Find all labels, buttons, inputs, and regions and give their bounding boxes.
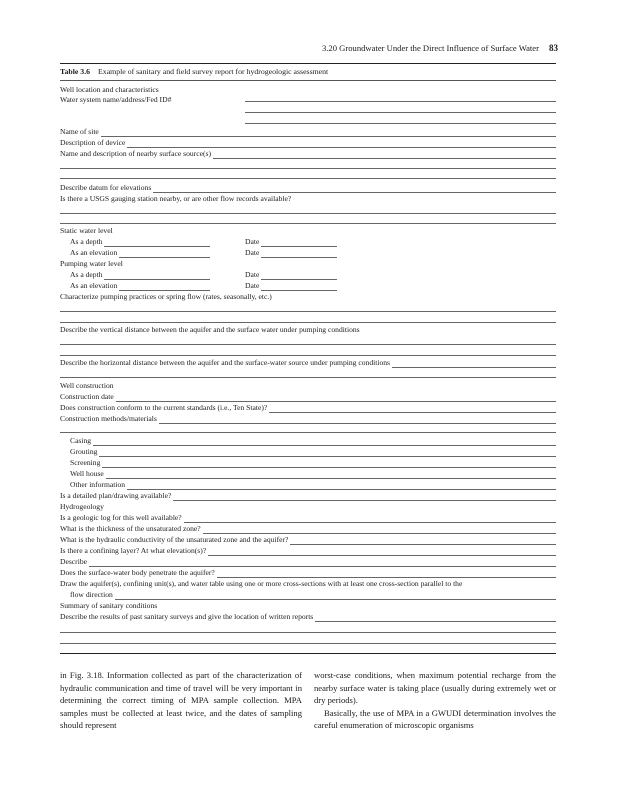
form-line[interactable] bbox=[70, 435, 556, 446]
form-label: As a depth bbox=[70, 237, 103, 246]
form-line[interactable] bbox=[60, 611, 556, 622]
blank-line[interactable] bbox=[60, 322, 556, 323]
form-label: Other information bbox=[70, 480, 126, 489]
form-label: Construction date bbox=[60, 392, 114, 401]
form-pair[interactable] bbox=[70, 247, 337, 258]
form-label: Is there a confining layer? At what elevation(s)? bbox=[60, 546, 207, 555]
form-line[interactable] bbox=[60, 523, 556, 534]
form-line[interactable] bbox=[60, 137, 556, 148]
form-label: Well location and characteristics bbox=[60, 85, 159, 94]
form-label: Name and description of nearby surface source(s) bbox=[60, 149, 211, 158]
form-line[interactable] bbox=[60, 512, 556, 523]
form-label: As an elevation bbox=[70, 281, 118, 290]
form-label: Pumping water level bbox=[60, 259, 123, 268]
blank-line[interactable] bbox=[60, 432, 556, 433]
blank-line[interactable] bbox=[60, 355, 556, 356]
form-label: Does the surface-water body penetrate the aquifer? bbox=[60, 568, 215, 577]
form-label: Static water level bbox=[60, 226, 113, 235]
form-label: Does construction conform to the current standards (i.e., Ten State)? bbox=[60, 403, 268, 412]
form-line[interactable] bbox=[60, 391, 556, 402]
form-line bbox=[60, 600, 556, 611]
form-label: Description of device bbox=[60, 138, 126, 147]
form-label: What is the thickness of the unsaturated zone? bbox=[60, 524, 201, 533]
form-label: Well house bbox=[70, 469, 104, 478]
blank-line[interactable] bbox=[60, 643, 556, 644]
table-caption bbox=[60, 67, 328, 76]
blank-line[interactable] bbox=[60, 168, 556, 169]
blank-line[interactable] bbox=[60, 632, 556, 633]
form-label: Hydrogeology bbox=[60, 502, 104, 511]
form-label: As an elevation bbox=[70, 248, 118, 257]
blank-line[interactable] bbox=[60, 377, 556, 378]
form-label: Summary of sanitary conditions bbox=[60, 601, 158, 610]
form-label: Draw the aquifer(s), confining unit(s), and water table using one or more cross-sections with at least one cross-section parallel to the bbox=[60, 579, 463, 588]
table-caption-text: Example of sanitary and field survey report for hydrogeologic assessment bbox=[98, 67, 329, 76]
blank-line[interactable] bbox=[245, 101, 556, 102]
body-paragraph: Basically, the use of MPA in a GWUDI determination involves the careful enumeration of microscopic organisms bbox=[314, 707, 556, 731]
form-line bbox=[60, 193, 556, 204]
form-pair[interactable] bbox=[70, 236, 337, 247]
form-line[interactable] bbox=[70, 589, 556, 600]
form-line bbox=[60, 258, 556, 269]
form-label: Describe the horizontal distance between the aquifer and the surface-water source under pumping conditions bbox=[60, 358, 390, 367]
form-label: Is a detailed plan/drawing available? bbox=[60, 491, 172, 500]
form-label: Grouting bbox=[70, 447, 98, 456]
form-line[interactable] bbox=[60, 182, 556, 193]
form-line bbox=[60, 578, 556, 589]
form-label: Describe the vertical distance between the aquifer and the surface water under pumping conditions bbox=[60, 325, 360, 334]
form-line[interactable] bbox=[60, 556, 556, 567]
form-line bbox=[60, 501, 556, 512]
form-line[interactable] bbox=[70, 457, 556, 468]
body-right-column bbox=[314, 669, 556, 732]
blank-line[interactable] bbox=[60, 223, 556, 224]
form-label: Characterize pumping practices or spring flow (rates, seasonally, etc.) bbox=[60, 292, 272, 301]
form-line bbox=[60, 324, 556, 335]
running-header bbox=[322, 43, 558, 53]
form-line[interactable] bbox=[60, 567, 556, 578]
form-label: Date bbox=[245, 270, 260, 279]
table-label: Table 3.6 bbox=[60, 67, 91, 76]
blank-line[interactable] bbox=[245, 123, 556, 124]
form-label: Describe datum for elevations bbox=[60, 183, 152, 192]
form-label: Name of site bbox=[60, 127, 99, 136]
table-header-rule bbox=[60, 80, 556, 81]
form-label: Is a geologic log for this well available? bbox=[60, 513, 182, 522]
body-paragraph: in Fig. 3.18. Information collected as part of the characterization of hydraulic communication and time of travel will be very important in determining the correct timing of MPA sample collection. MPA samples must be collected at least twice, and the dates of sampling should represent bbox=[60, 670, 302, 731]
form-label: What is the hydraulic conductivity of the unsaturated zone and the aquifer? bbox=[60, 535, 289, 544]
blank-line[interactable] bbox=[60, 311, 556, 312]
form-label: As a depth bbox=[70, 270, 103, 279]
blank-line[interactable] bbox=[245, 112, 556, 113]
form-line[interactable] bbox=[60, 148, 556, 159]
form-label: flow direction bbox=[70, 590, 113, 599]
page-number: 83 bbox=[549, 43, 558, 53]
form-label: Construction methods/materials bbox=[60, 414, 157, 423]
form-line[interactable] bbox=[60, 94, 556, 105]
blank-line[interactable] bbox=[60, 178, 556, 179]
form-line[interactable] bbox=[60, 402, 556, 413]
form-line[interactable] bbox=[70, 446, 556, 457]
form-label: Date bbox=[245, 237, 260, 246]
blank-line[interactable] bbox=[60, 344, 556, 345]
form-line bbox=[60, 291, 556, 302]
form-label: Date bbox=[245, 281, 260, 290]
form-line[interactable] bbox=[70, 479, 556, 490]
running-title: 3.20 Groundwater Under the Direct Influence of Surface Water bbox=[321, 43, 539, 53]
form-label: Describe the results of past sanitary surveys and give the location of written reports bbox=[60, 612, 314, 621]
form-line[interactable] bbox=[60, 534, 556, 545]
form-label: Describe bbox=[60, 557, 87, 566]
body-left-column bbox=[60, 669, 302, 732]
form-line[interactable] bbox=[60, 413, 556, 424]
form-line[interactable] bbox=[60, 545, 556, 556]
form-label: Is there a USGS gauging station nearby, or are other flow records available? bbox=[60, 194, 292, 203]
form-line[interactable] bbox=[60, 490, 556, 501]
form-line[interactable] bbox=[60, 357, 556, 368]
table-bottom-rule bbox=[60, 653, 556, 654]
blank-line[interactable] bbox=[60, 213, 556, 214]
form-label: Casing bbox=[70, 436, 92, 445]
body-paragraph: worst-case conditions, when maximum potential recharge from the nearby surface water is taking place (usually during extremely wet or dry periods). bbox=[314, 670, 556, 706]
form-line bbox=[60, 380, 556, 391]
form-line[interactable] bbox=[60, 126, 556, 137]
form-line bbox=[60, 225, 556, 236]
form-label: Water system name/address/Fed ID# bbox=[60, 95, 172, 104]
form-pair[interactable] bbox=[70, 269, 337, 280]
form-label: Well construction bbox=[60, 381, 114, 390]
form-label: Date bbox=[245, 248, 260, 257]
form-pair[interactable] bbox=[70, 280, 337, 291]
table-top-rule bbox=[60, 63, 556, 64]
form-label: Screening bbox=[70, 458, 101, 467]
form-line[interactable] bbox=[70, 468, 556, 479]
